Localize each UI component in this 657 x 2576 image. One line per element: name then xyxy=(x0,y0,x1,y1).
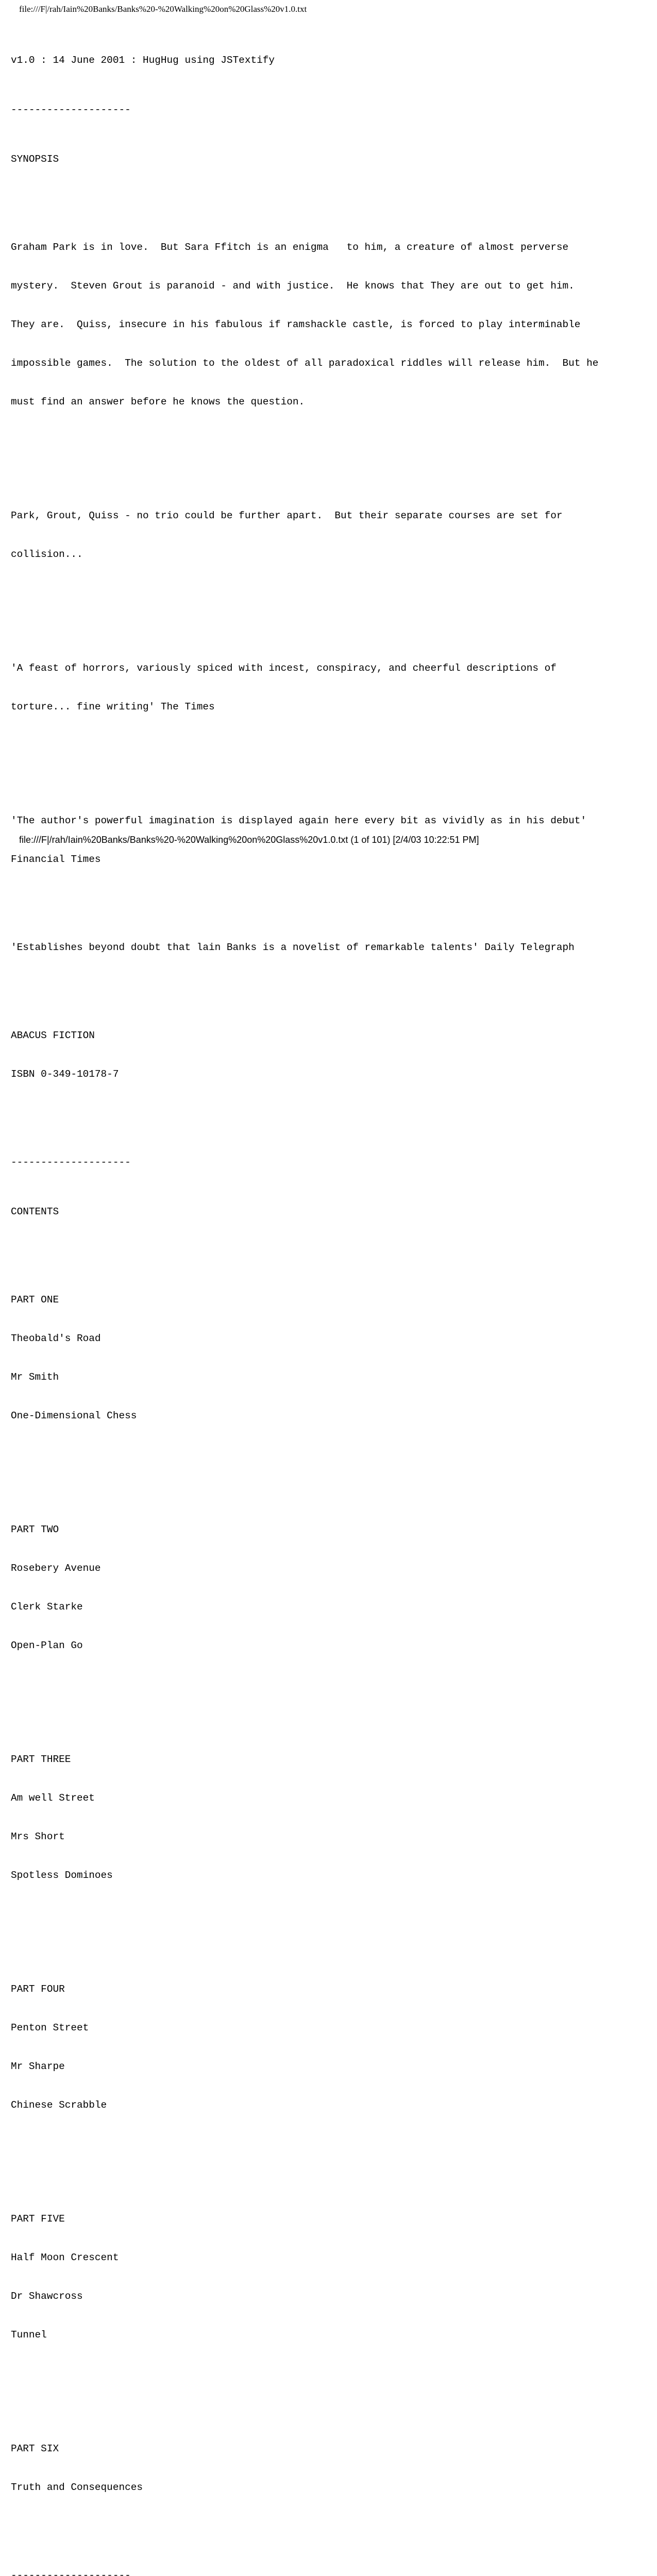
text-line: Park, Grout, Quiss - no trio could be further apart. But their separate courses are set for xyxy=(11,510,563,521)
chapter-title: Mrs Short xyxy=(11,1831,65,1842)
chapter-title: Tunnel xyxy=(11,2329,47,2341)
chapter-title: Clerk Starke xyxy=(11,1601,83,1613)
publisher: ABACUS FICTION xyxy=(11,1030,95,1041)
separator: -------------------- xyxy=(11,2570,131,2576)
document-body xyxy=(11,28,650,2576)
chapter-title: Chinese Scrabble xyxy=(11,2099,107,2111)
review-quote-telegraph: 'Establishes beyond doubt that lain Banks is a novelist of remarkable talents' Daily Telegraph xyxy=(11,942,575,953)
print-header-path: file:///F|/rah/Iain%20Banks/Banks%20-%20Walking%20on%20Glass%20v1.0.txt xyxy=(19,4,307,14)
version-line: v1.0 : 14 June 2001 : HugHug using JSTextify xyxy=(11,55,275,66)
chapter-title: Half Moon Crescent xyxy=(11,2252,119,2263)
chapter-title: One-Dimensional Chess xyxy=(11,1410,137,1421)
text-line: collision... xyxy=(11,549,83,560)
synopsis-heading: SYNOPSIS xyxy=(11,154,59,165)
contents-part xyxy=(11,1957,650,2138)
chapter-title: Spotless Dominoes xyxy=(11,1870,113,1881)
text-line: torture... fine writing' The Times xyxy=(11,701,215,713)
separator: -------------------- xyxy=(11,1157,131,1168)
text-line: 'The author's powerful imagination is displayed again here every bit as vividly as in his debut' xyxy=(11,815,587,826)
text-line: impossible games. The solution to the oldest of all paradoxical riddles will release him. But he xyxy=(11,358,599,369)
chapter-title: Dr Shawcross xyxy=(11,2291,83,2302)
contents-part xyxy=(11,1268,650,1448)
part-title: PART TWO xyxy=(11,1524,59,1535)
text-line: They are. Quiss, insecure in his fabulous if ramshackle castle, is forced to play interminable xyxy=(11,319,581,330)
text-line: Financial Times xyxy=(11,854,101,865)
part-title: PART FOUR xyxy=(11,1984,65,1995)
chapter-title: Rosebery Avenue xyxy=(11,1563,101,1574)
text-line: 'A feast of horrors, variously spiced with incest, conspiracy, and cheerful descriptions of xyxy=(11,663,557,674)
contents-part xyxy=(11,1498,650,1678)
print-footer: file:///F|/rah/Iain%20Banks/Banks%20-%20Walking%20on%20Glass%20v1.0.txt (1 of 101) [2/4/03 10:22:51 PM] xyxy=(19,835,479,845)
text-line: mystery. Steven Grout is paranoid - and with justice. He knows that They are out to get him. xyxy=(11,280,575,292)
review-quote-times xyxy=(11,636,650,739)
chapter-title: Am well Street xyxy=(11,1792,95,1804)
contents-part xyxy=(11,2417,650,2520)
text-line: Graham Park is in love. But Sara Ffitch is an enigma to him, a creature of almost perverse xyxy=(11,242,569,253)
synopsis-paragraph-2 xyxy=(11,484,650,587)
chapter-title: Mr Smith xyxy=(11,1371,59,1383)
part-title: PART SIX xyxy=(11,2443,59,2454)
synopsis-paragraph-1 xyxy=(11,215,650,434)
chapter-title: Open-Plan Go xyxy=(11,1640,83,1651)
publisher-info xyxy=(11,1004,650,1107)
chapter-title: Penton Street xyxy=(11,2022,89,2033)
separator: -------------------- xyxy=(11,104,131,115)
contents-part xyxy=(11,2187,650,2367)
chapter-title: Theobald's Road xyxy=(11,1333,101,1344)
chapter-title: Truth and Consequences xyxy=(11,2482,143,2493)
part-title: PART ONE xyxy=(11,1294,59,1306)
contents-heading: CONTENTS xyxy=(11,1206,59,1217)
chapter-title: Mr Sharpe xyxy=(11,2061,65,2072)
contents-part xyxy=(11,1727,650,1908)
isbn: ISBN 0-349-10178-7 xyxy=(11,1069,119,1080)
part-title: PART FIVE xyxy=(11,2213,65,2225)
part-title: PART THREE xyxy=(11,1754,71,1765)
text-line: must find an answer before he knows the question. xyxy=(11,396,305,408)
